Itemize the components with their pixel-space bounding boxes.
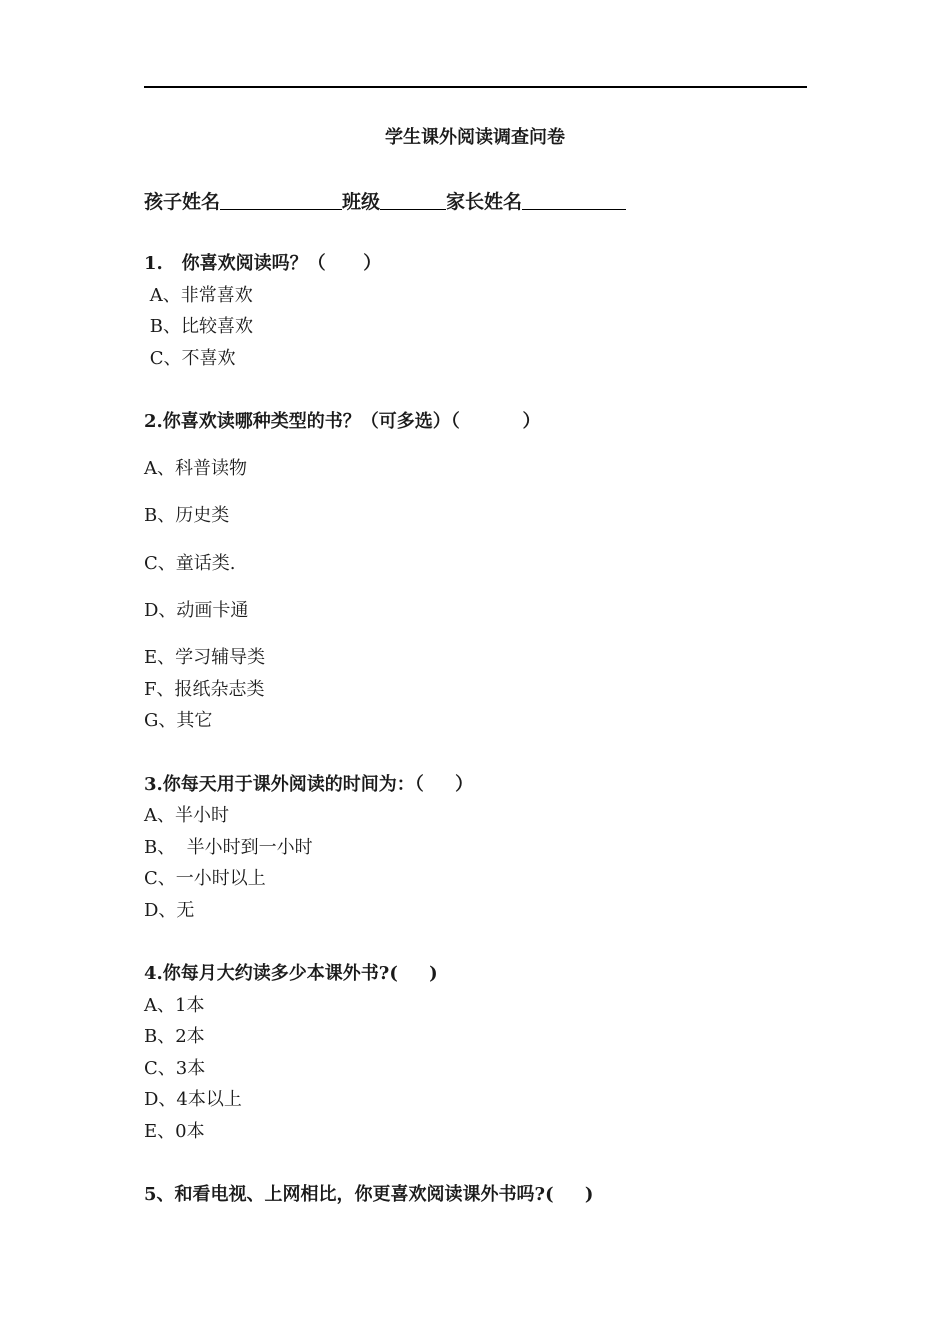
q2-option-c: C、童话类.: [144, 553, 236, 574]
q4-option-e: E、0本: [144, 1121, 205, 1142]
q2-option-e: E、学习辅导类: [144, 647, 266, 668]
question-3: 3.你每天用于课外阅读的时间为：（ ）: [144, 774, 474, 795]
info-line: [144, 189, 626, 215]
q2-option-g: G、其它: [144, 710, 213, 731]
q4-option-d: D、4本以上: [144, 1089, 242, 1110]
q3-option-d: D、无: [144, 900, 195, 921]
question-4: 4.你每月大约读多少本课外书?( ): [144, 963, 438, 984]
question-1: 1. 你喜欢阅读吗？（ ）: [144, 253, 382, 274]
q3-option-a: A、半小时: [144, 805, 229, 826]
q2-option-f: F、报纸杂志类: [144, 679, 265, 700]
header-rule: [144, 86, 807, 88]
q3-option-c: C、一小时以上: [144, 868, 266, 889]
document-title: 学生课外阅读调查问卷: [385, 127, 565, 148]
parent-name-label: 家长姓名: [446, 191, 523, 213]
question-2: 2.你喜欢读哪种类型的书？（可多选）（ ）: [144, 411, 541, 432]
question-5: 5、和看电视、上网相比，你更喜欢阅读课外书吗?( ): [144, 1184, 594, 1205]
q2-option-b: B、历史类: [144, 505, 230, 526]
q4-option-b: B、2本: [144, 1026, 205, 1047]
q1-option-a: A、非常喜欢: [144, 285, 253, 306]
child-name-blank[interactable]: [220, 189, 342, 210]
q2-option-a: A、科普读物: [144, 458, 247, 479]
class-label: 班级: [342, 191, 381, 213]
class-blank[interactable]: [380, 189, 446, 210]
q4-option-c: C、3本: [144, 1058, 206, 1079]
q3-option-b: B、 半小时到一小时: [144, 837, 313, 858]
q1-option-c: C、不喜欢: [144, 348, 236, 369]
q4-option-a: A、1本: [144, 995, 205, 1016]
q1-option-b: B、比较喜欢: [144, 316, 253, 337]
q2-option-d: D、动画卡通: [144, 600, 249, 621]
child-name-label: 孩子姓名: [144, 191, 221, 213]
parent-name-blank[interactable]: [522, 189, 626, 210]
